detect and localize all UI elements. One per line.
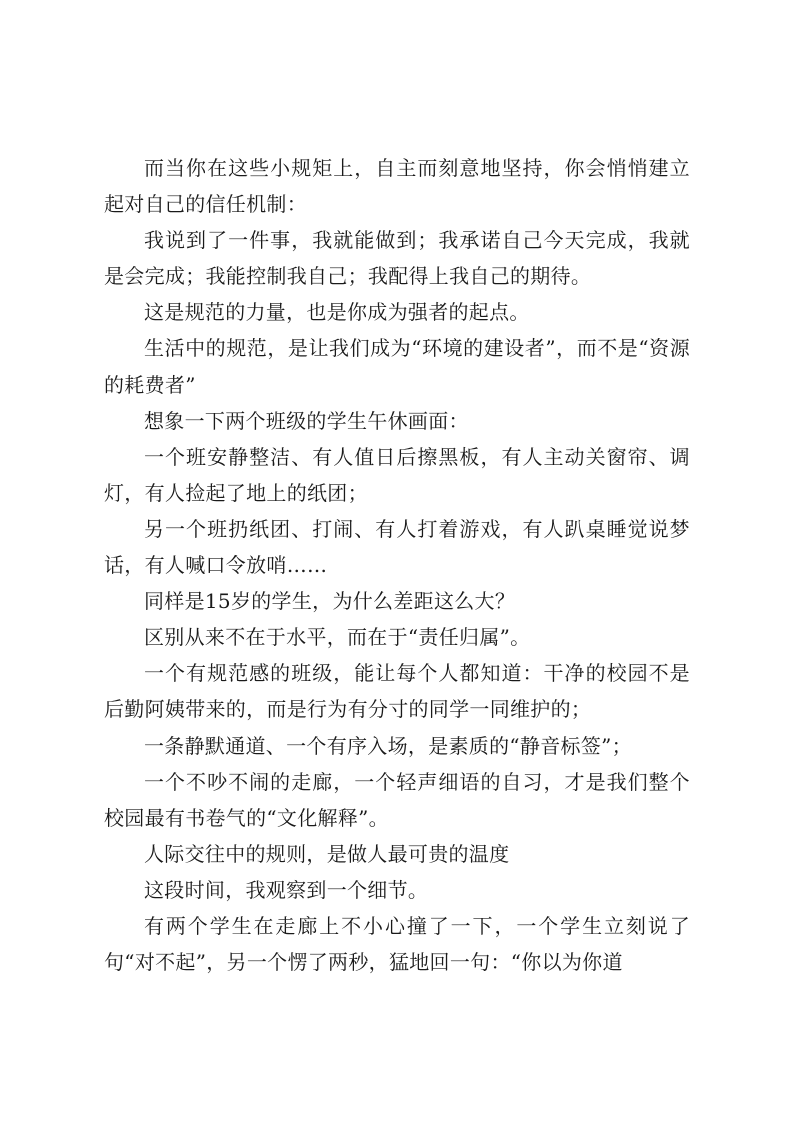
paragraph: 这是规范的力量，也是你成为强者的起点。 xyxy=(144,300,530,325)
paragraph: 我说到了一件事，我就能做到；我承诺自己今天完成，我就是会完成；我能控制我自己；我配得上我自己的期待。 xyxy=(104,228,690,289)
paragraph: 想象一下两个班级的学生午休画面： xyxy=(144,408,469,433)
paragraph: 有两个学生在走廊上不小心撞了一下，一个学生立刻说了句“对不起”，另一个愣了两秒，猛地回一句：“你以为你道 xyxy=(104,913,690,975)
paragraph: 一个班安静整洁、有人值日后擦黑板，有人主动关窗帘、调灯，有人捡起了地上的纸团； xyxy=(104,444,690,505)
paragraph: 一个有规范感的班级，能让每个人都知道：干净的校园不是后勤阿姨带来的，而是行为有分寸的同学一同维护的； xyxy=(104,661,690,722)
document-body xyxy=(104,150,690,980)
paragraph: 同样是15岁的学生，为什么差距这么大？ xyxy=(144,589,516,614)
paragraph: 另一个班扔纸团、打闹、有人打着游戏，有人趴桌睡觉说梦话，有人喊口令放哨…… xyxy=(104,516,690,578)
paragraph: 一条静默通道、一个有序入场，是素质的“静音标签”； xyxy=(144,733,632,758)
section-heading: 人际交往中的规则，是做人最可贵的温度 xyxy=(144,841,510,866)
paragraph: 区别从来不在于水平，而在于“责任归属”。 xyxy=(144,625,531,650)
paragraph: 生活中的规范，是让我们成为“环境的建设者”，而不是“资源的耗费者” xyxy=(104,336,690,397)
paragraph: 而当你在这些小规矩上，自主而刻意地坚持，你会悄悄建立起对自己的信任机制： xyxy=(104,156,690,217)
paragraph: 这段时间，我观察到一个细节。 xyxy=(144,877,429,902)
paragraph: 一个不吵不闹的走廊，一个轻声细语的自习，才是我们整个校园最有书卷气的“文化解释”。 xyxy=(104,769,690,830)
